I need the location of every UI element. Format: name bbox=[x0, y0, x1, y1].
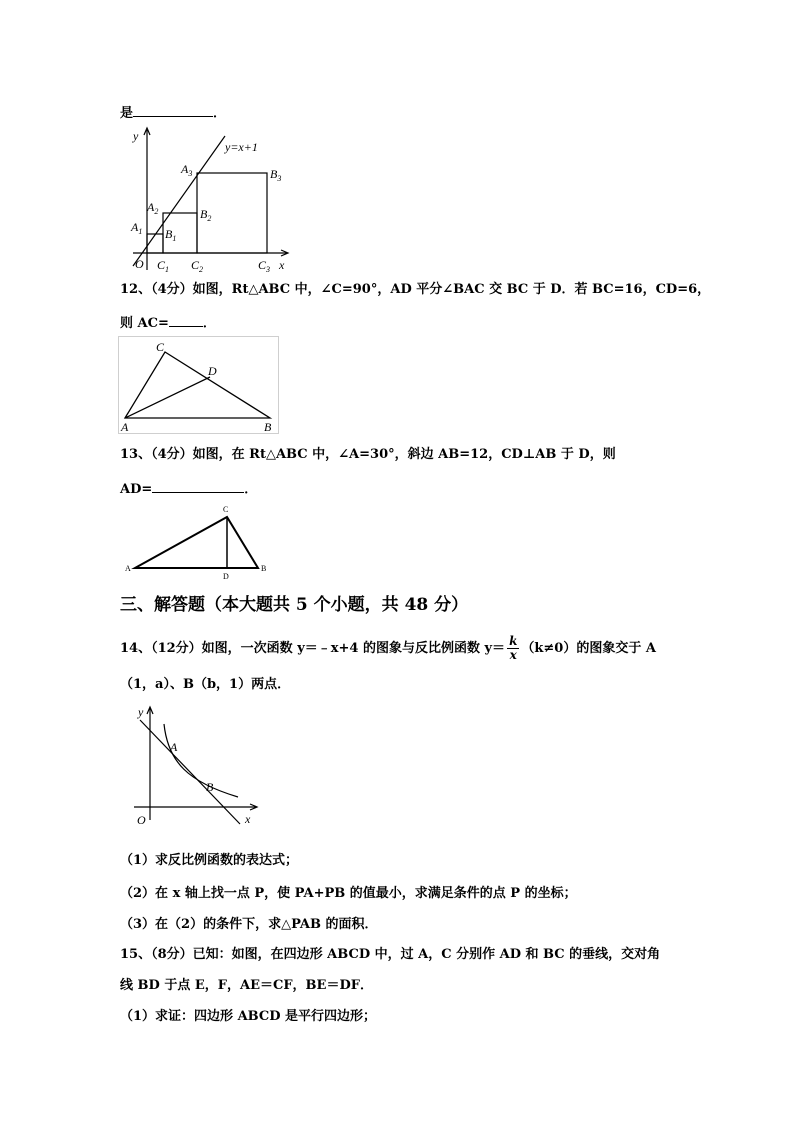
hyperbola-curve bbox=[164, 724, 238, 797]
fig1-B2: $B_2$ bbox=[200, 207, 212, 223]
line-y-eq-neg-x-plus-4 bbox=[140, 720, 240, 824]
fig1-C3: $C_3$ bbox=[258, 258, 271, 274]
fig1-A2: $A_2$ bbox=[147, 200, 159, 216]
section-heading: 三、解答题（本大题共 5 个小题，共 48 分） bbox=[120, 595, 469, 615]
figure-line-hyperbola bbox=[128, 702, 263, 832]
fig4-x: x bbox=[245, 812, 251, 826]
fig4-O: O bbox=[137, 813, 146, 827]
fraction-numerator: k bbox=[509, 634, 518, 648]
fraction-denominator: x bbox=[509, 648, 517, 662]
q14-line1 bbox=[120, 635, 656, 662]
fig1-B1: $B_1$ bbox=[165, 227, 177, 243]
fig1-y-label: y bbox=[133, 129, 139, 143]
fig1-A3: $A_3$ bbox=[181, 162, 193, 178]
answer-blank bbox=[152, 480, 244, 493]
answer-blank bbox=[169, 314, 203, 327]
q13-end: ． bbox=[244, 482, 258, 497]
q15-line1: 15、（8分）已知：如图，在四边形 ABCD 中，过 A，C 分别作 AD 和 BC 的垂线，交对角 bbox=[120, 947, 661, 962]
figure-right-triangle-altitude bbox=[120, 500, 275, 582]
q12-line2 bbox=[120, 314, 216, 333]
q11-tail-end: ． bbox=[213, 106, 227, 121]
q14-line1-a: 14、（12分）如图，一次函数 y＝﹣x+4 的图象与反比例函数 y＝ bbox=[120, 641, 506, 656]
fig3-D: D bbox=[223, 572, 229, 581]
q14-sub1: （1）求反比例函数的表达式； bbox=[120, 853, 299, 868]
q13-line2 bbox=[120, 480, 257, 499]
q13-line2-text: AD= bbox=[120, 482, 153, 497]
figure-triangle-bisector bbox=[118, 336, 280, 436]
fig2-A: A bbox=[121, 420, 129, 434]
fig3-B: B bbox=[261, 564, 267, 573]
q13-line1: 13、（4分）如图，在 Rt△ABC 中，∠A=30°，斜边 AB=12，CD⊥AB 于 D，则 bbox=[120, 447, 616, 462]
q11-tail-text: 是 bbox=[120, 106, 134, 121]
fig3-C: C bbox=[223, 505, 229, 514]
fig2-B: B bbox=[264, 420, 272, 434]
q15-line2: 线 BD 于点 E，F，AE＝CF，BE＝DF． bbox=[120, 978, 373, 993]
fraction-k-over-x bbox=[507, 635, 519, 662]
q14-sub2: （2）在 x 轴上找一点 P，使 PA+PB 的值最小，求满足条件的点 P 的坐标； bbox=[120, 886, 577, 901]
q14-sub3: （3）在（2）的条件下，求△PAB 的面积． bbox=[120, 917, 378, 932]
fig3-A: A bbox=[125, 564, 131, 573]
fig1-origin: O bbox=[135, 257, 144, 271]
fig4-B: B bbox=[206, 780, 214, 794]
q14-line2: （1，a）、B（b，1）两点． bbox=[120, 677, 291, 692]
fig1-A1: $A_1$ bbox=[131, 220, 143, 236]
q12-line2-text: 则 AC= bbox=[120, 316, 169, 331]
fig1-line-label: y=x+1 bbox=[225, 140, 258, 154]
fig1-x-label: x bbox=[279, 258, 285, 272]
fig2-D: D bbox=[208, 364, 217, 378]
fig1-B3: $B_3$ bbox=[270, 167, 282, 183]
fig1-C1: $C_1$ bbox=[157, 258, 170, 274]
fig4-y: y bbox=[138, 705, 144, 719]
q12-line1: 12、（4分）如图，Rt△ABC 中，∠C=90°，AD 平分∠BAC 交 BC 于 D．若 BC=16，CD=6， bbox=[120, 282, 711, 297]
figure-frame bbox=[119, 337, 279, 434]
answer-blank bbox=[133, 104, 213, 117]
triangle-ABC bbox=[135, 517, 258, 568]
square-3 bbox=[197, 173, 267, 253]
q15-sub1: （1）求证：四边形 ABCD 是平行四边形； bbox=[120, 1009, 377, 1024]
fig2-C: C bbox=[156, 340, 165, 354]
fig4-A: A bbox=[170, 740, 178, 754]
figure-squares-line bbox=[115, 120, 295, 280]
fig1-C2: $C_2$ bbox=[191, 258, 204, 274]
q14-line1-b: （k≠0）的图象交于 A bbox=[521, 641, 656, 656]
q12-end: ． bbox=[202, 316, 216, 331]
